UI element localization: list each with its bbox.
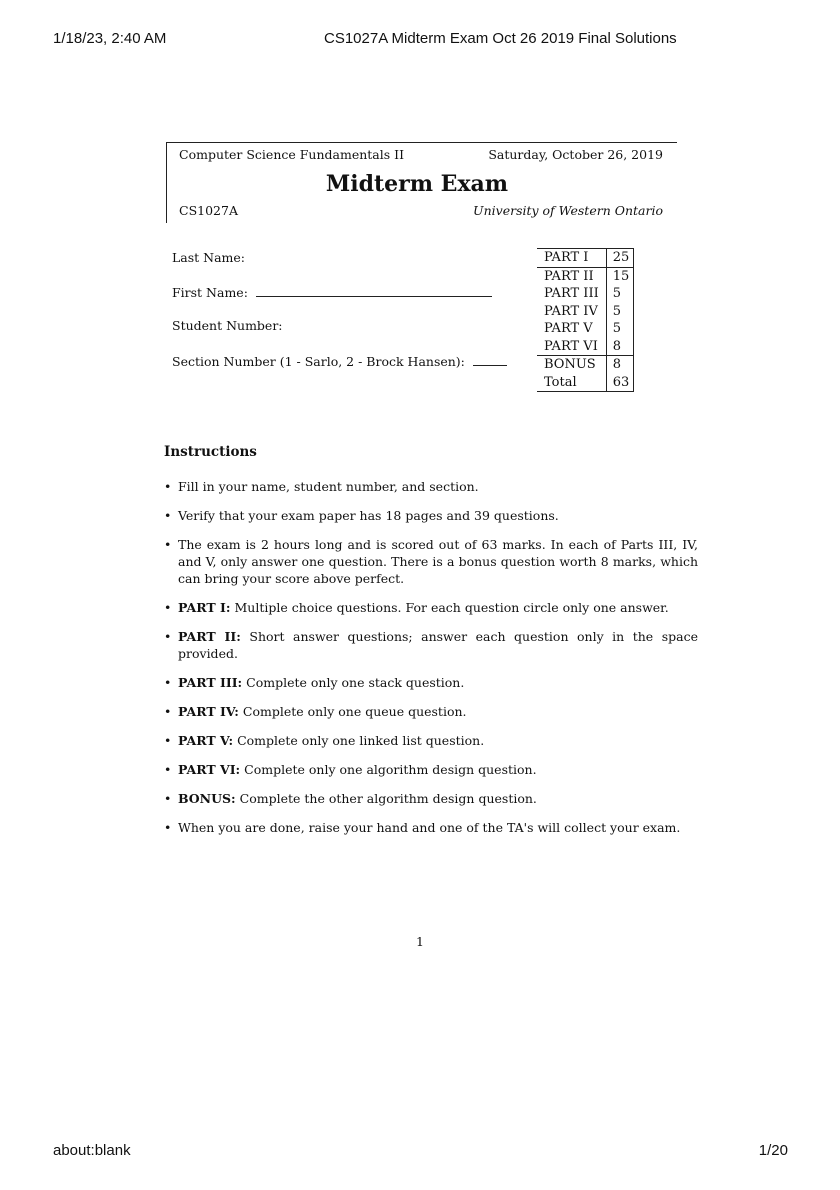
marks-part-label: PART III — [544, 286, 599, 302]
exam-title: Midterm Exam — [325, 171, 509, 197]
instruction-text: Short answer questions; answer each question only in the space provided. — [178, 629, 698, 661]
marks-part-label: PART V — [544, 321, 593, 337]
instruction-item — [164, 703, 698, 720]
instruction-item — [164, 478, 698, 495]
instruction-text: Complete the other algorithm design question. — [239, 791, 537, 806]
instruction-part-label: BONUS: — [178, 791, 236, 806]
marks-value: 8 — [606, 356, 634, 374]
marks-row — [537, 249, 634, 268]
instruction-text: Complete only one queue question. — [242, 704, 467, 719]
first-name-field — [172, 284, 492, 300]
instruction-text: Complete only one stack question. — [246, 675, 465, 690]
instruction-part-label: PART V: — [178, 733, 234, 748]
instruction-part-label: PART IV: — [178, 704, 239, 719]
marks-value: 15 — [606, 267, 634, 285]
instruction-text: When you are done, raise your hand and one of the TA's will collect your exam. — [178, 820, 681, 835]
exam-date: Saturday, October 26, 2019 — [488, 147, 663, 162]
exam-title-box — [166, 142, 677, 223]
first-name-label: First Name: — [172, 285, 248, 300]
instruction-text: Fill in your name, student number, and section. — [178, 479, 479, 494]
bullet-icon: • — [164, 675, 172, 690]
bullet-icon: • — [164, 704, 172, 719]
course-name: Computer Science Fundamentals II — [179, 147, 405, 162]
marks-row — [537, 303, 634, 321]
student-number-field — [172, 318, 283, 333]
instruction-part-label: PART I: — [178, 600, 231, 615]
bullet-icon: • — [164, 791, 172, 806]
instructions-heading: Instructions — [164, 444, 257, 460]
section-number-field — [172, 353, 507, 369]
instruction-item — [164, 790, 698, 807]
instruction-text: Complete only one algorithm design question. — [244, 762, 537, 777]
marks-value: 8 — [606, 338, 634, 356]
print-datetime: 1/18/23, 2:40 AM — [53, 30, 167, 47]
print-url: about:blank — [53, 1142, 131, 1159]
marks-value: 5 — [606, 285, 634, 303]
university-name: University of Western Ontario — [473, 203, 663, 218]
section-number-label: Section Number (1 - Sarlo, 2 - Brock Hansen): — [172, 354, 465, 369]
instruction-item — [164, 761, 698, 778]
marks-part-label: PART II — [537, 267, 606, 285]
bullet-icon: • — [164, 600, 172, 615]
print-document-title: CS1027A Midterm Exam Oct 26 2019 Final Solutions — [324, 30, 677, 47]
last-name-field — [172, 250, 245, 265]
bullet-icon: • — [164, 537, 172, 552]
student-number-label: Student Number: — [172, 318, 283, 333]
marks-part-label: PART VI — [544, 338, 598, 354]
instruction-part-label: PART II: — [178, 629, 241, 644]
instruction-text: Multiple choice questions. For each question circle only one answer. — [234, 600, 669, 615]
instructions-list — [164, 478, 698, 848]
instruction-item — [164, 536, 698, 587]
bullet-icon: • — [164, 479, 172, 494]
instruction-text: Complete only one linked list question. — [237, 733, 485, 748]
print-header — [0, 30, 840, 50]
print-footer — [0, 1142, 840, 1162]
marks-row — [537, 267, 634, 285]
instruction-text: Verify that your exam paper has 18 pages and 39 questions. — [178, 508, 559, 523]
marks-total-row — [537, 374, 634, 392]
bullet-icon: • — [164, 820, 172, 835]
instruction-item — [164, 628, 698, 662]
marks-row — [537, 320, 634, 338]
bullet-icon: • — [164, 762, 172, 777]
instruction-part-label: PART VI: — [178, 762, 241, 777]
page-number: 1 — [416, 934, 424, 949]
bullet-icon: • — [164, 508, 172, 523]
instruction-part-label: PART III: — [178, 675, 243, 690]
last-name-label: Last Name: — [172, 250, 246, 265]
marks-value: 25 — [606, 249, 634, 268]
section-number-blank[interactable] — [473, 353, 507, 366]
instruction-item — [164, 732, 698, 749]
marks-row — [537, 338, 634, 356]
marks-part-label: PART I — [537, 249, 606, 268]
instruction-text: The exam is 2 hours long and is scored out of 63 marks. In each of Parts III, IV, and V, only answer one question. There is a bonus question worth 8 marks, which can bring your score above perfect. — [178, 537, 698, 586]
instruction-item — [164, 819, 698, 836]
marks-total-label: Total — [537, 374, 606, 392]
marks-value: 5 — [606, 320, 634, 338]
marks-value: 5 — [606, 303, 634, 321]
instruction-item — [164, 599, 698, 616]
course-code: CS1027A — [179, 203, 238, 218]
marks-part-label: PART IV — [544, 303, 598, 319]
bullet-icon: • — [164, 733, 172, 748]
instruction-item — [164, 507, 698, 524]
bullet-icon: • — [164, 629, 172, 644]
first-name-blank[interactable] — [256, 284, 492, 297]
marks-row — [537, 285, 634, 303]
print-page-count: 1/20 — [758, 1142, 788, 1159]
instruction-item — [164, 674, 698, 691]
marks-table — [537, 248, 634, 392]
marks-row — [537, 356, 634, 374]
marks-part-label: BONUS — [537, 356, 606, 374]
marks-total-value: 63 — [606, 374, 634, 392]
